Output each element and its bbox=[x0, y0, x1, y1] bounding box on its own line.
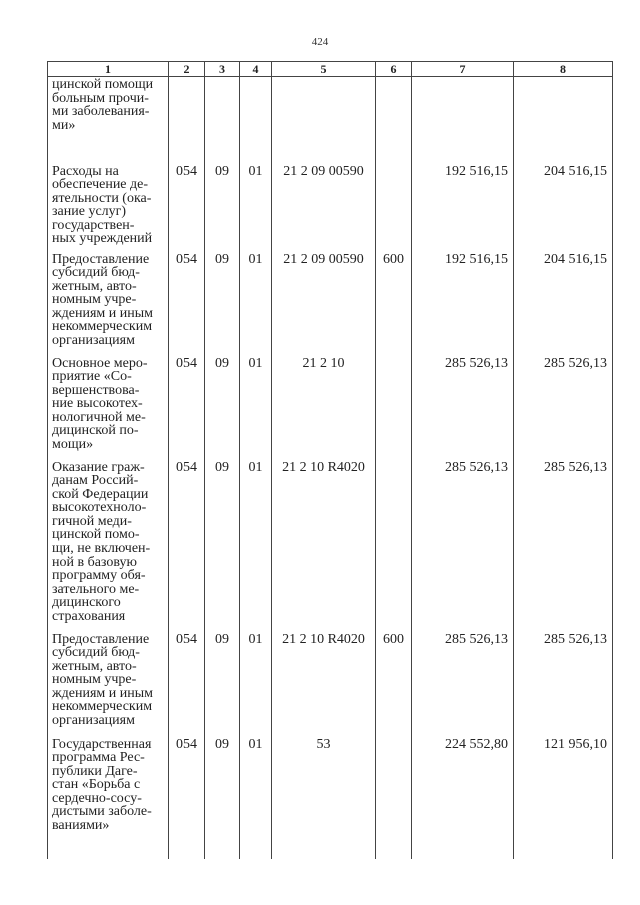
row-name: Основное меро- приятие «Со- вершенствова- ние высокотех- нологичной ме- дицинской по- мощи» bbox=[48, 353, 169, 457]
cell-subsection: 01 bbox=[240, 734, 272, 859]
cell-section: 09 bbox=[205, 161, 240, 249]
cell-target-article: 21 2 09 00590 bbox=[272, 161, 376, 249]
cell-section: 09 bbox=[205, 629, 240, 734]
row-name: Предоставление субсидий бюд- жетным, авто- номным учре- ждениям и иным некоммерческим организациям bbox=[48, 249, 169, 353]
column-header: 5 bbox=[272, 62, 376, 77]
column-number-header bbox=[48, 62, 613, 77]
cell-expense-type bbox=[376, 457, 412, 629]
cell-subsection bbox=[240, 77, 272, 161]
cell-section: 09 bbox=[205, 734, 240, 859]
cell-target-article: 21 2 10 R4020 bbox=[272, 629, 376, 734]
column-header: 4 bbox=[240, 62, 272, 77]
cell-amount-2: 204 516,15 bbox=[514, 161, 613, 249]
cell-amount-1: 285 526,13 bbox=[412, 457, 514, 629]
cell-amount-1: 192 516,15 bbox=[412, 161, 514, 249]
cell-expense-type bbox=[376, 77, 412, 161]
cell-expense-type: 600 bbox=[376, 629, 412, 734]
column-header: 1 bbox=[48, 62, 169, 77]
cell-subsection: 01 bbox=[240, 249, 272, 353]
cell-amount-2 bbox=[514, 77, 613, 161]
cell-expense-type bbox=[376, 734, 412, 859]
cell-amount-2: 285 526,13 bbox=[514, 629, 613, 734]
cell-ministry-code: 054 bbox=[169, 353, 205, 457]
cell-ministry-code: 054 bbox=[169, 249, 205, 353]
cell-section bbox=[205, 77, 240, 161]
cell-ministry-code bbox=[169, 77, 205, 161]
table-row bbox=[48, 457, 613, 629]
table-row bbox=[48, 161, 613, 249]
cell-target-article: 21 2 10 bbox=[272, 353, 376, 457]
cell-amount-1: 224 552,80 bbox=[412, 734, 514, 859]
cell-amount-1: 192 516,15 bbox=[412, 249, 514, 353]
table-row bbox=[48, 77, 613, 161]
cell-expense-type: 600 bbox=[376, 249, 412, 353]
cell-section: 09 bbox=[205, 457, 240, 629]
cell-ministry-code: 054 bbox=[169, 161, 205, 249]
row-name: Оказание граж- данам Россий- ской Федерации высокотехноло- гичной меди- цинской помо- щи, не включен- ной в базовую программу обя- зательного ме- дицинского страхования bbox=[48, 457, 169, 629]
table-row bbox=[48, 353, 613, 457]
cell-amount-2: 121 956,10 bbox=[514, 734, 613, 859]
cell-section: 09 bbox=[205, 353, 240, 457]
cell-section: 09 bbox=[205, 249, 240, 353]
column-header: 7 bbox=[412, 62, 514, 77]
table-row bbox=[48, 629, 613, 734]
cell-target-article: 21 2 09 00590 bbox=[272, 249, 376, 353]
cell-amount-2: 204 516,15 bbox=[514, 249, 613, 353]
row-name: Государственная программа Рес- публики Даге- стан «Борьба с сердечно-сосу- дистыми заболе- ваниями» bbox=[48, 734, 169, 859]
cell-subsection: 01 bbox=[240, 457, 272, 629]
column-header: 3 bbox=[205, 62, 240, 77]
cell-target-article: 53 bbox=[272, 734, 376, 859]
column-header: 6 bbox=[376, 62, 412, 77]
cell-subsection: 01 bbox=[240, 161, 272, 249]
cell-target-article bbox=[272, 77, 376, 161]
cell-amount-1: 285 526,13 bbox=[412, 629, 514, 734]
cell-subsection: 01 bbox=[240, 353, 272, 457]
cell-expense-type bbox=[376, 161, 412, 249]
cell-target-article: 21 2 10 R4020 bbox=[272, 457, 376, 629]
cell-ministry-code: 054 bbox=[169, 629, 205, 734]
row-name: Расходы на обеспечение де- ятельности (ока- зание услуг) государствен- ных учреждений bbox=[48, 161, 169, 249]
cell-amount-2: 285 526,13 bbox=[514, 353, 613, 457]
cell-amount-1 bbox=[412, 77, 514, 161]
cell-ministry-code: 054 bbox=[169, 457, 205, 629]
table-row bbox=[48, 734, 613, 859]
budget-table bbox=[47, 61, 613, 859]
table-row bbox=[48, 249, 613, 353]
cell-subsection: 01 bbox=[240, 629, 272, 734]
cell-amount-2: 285 526,13 bbox=[514, 457, 613, 629]
column-header: 2 bbox=[169, 62, 205, 77]
cell-amount-1: 285 526,13 bbox=[412, 353, 514, 457]
cell-ministry-code: 054 bbox=[169, 734, 205, 859]
row-name: цинской помощи больным прочи- ми заболевания- ми» bbox=[48, 77, 169, 161]
page-number: 424 bbox=[311, 36, 329, 48]
cell-expense-type bbox=[376, 353, 412, 457]
column-header: 8 bbox=[514, 62, 613, 77]
row-name: Предоставление субсидий бюд- жетным, авто- номным учре- ждениям и иным некоммерческим организациям bbox=[48, 629, 169, 734]
